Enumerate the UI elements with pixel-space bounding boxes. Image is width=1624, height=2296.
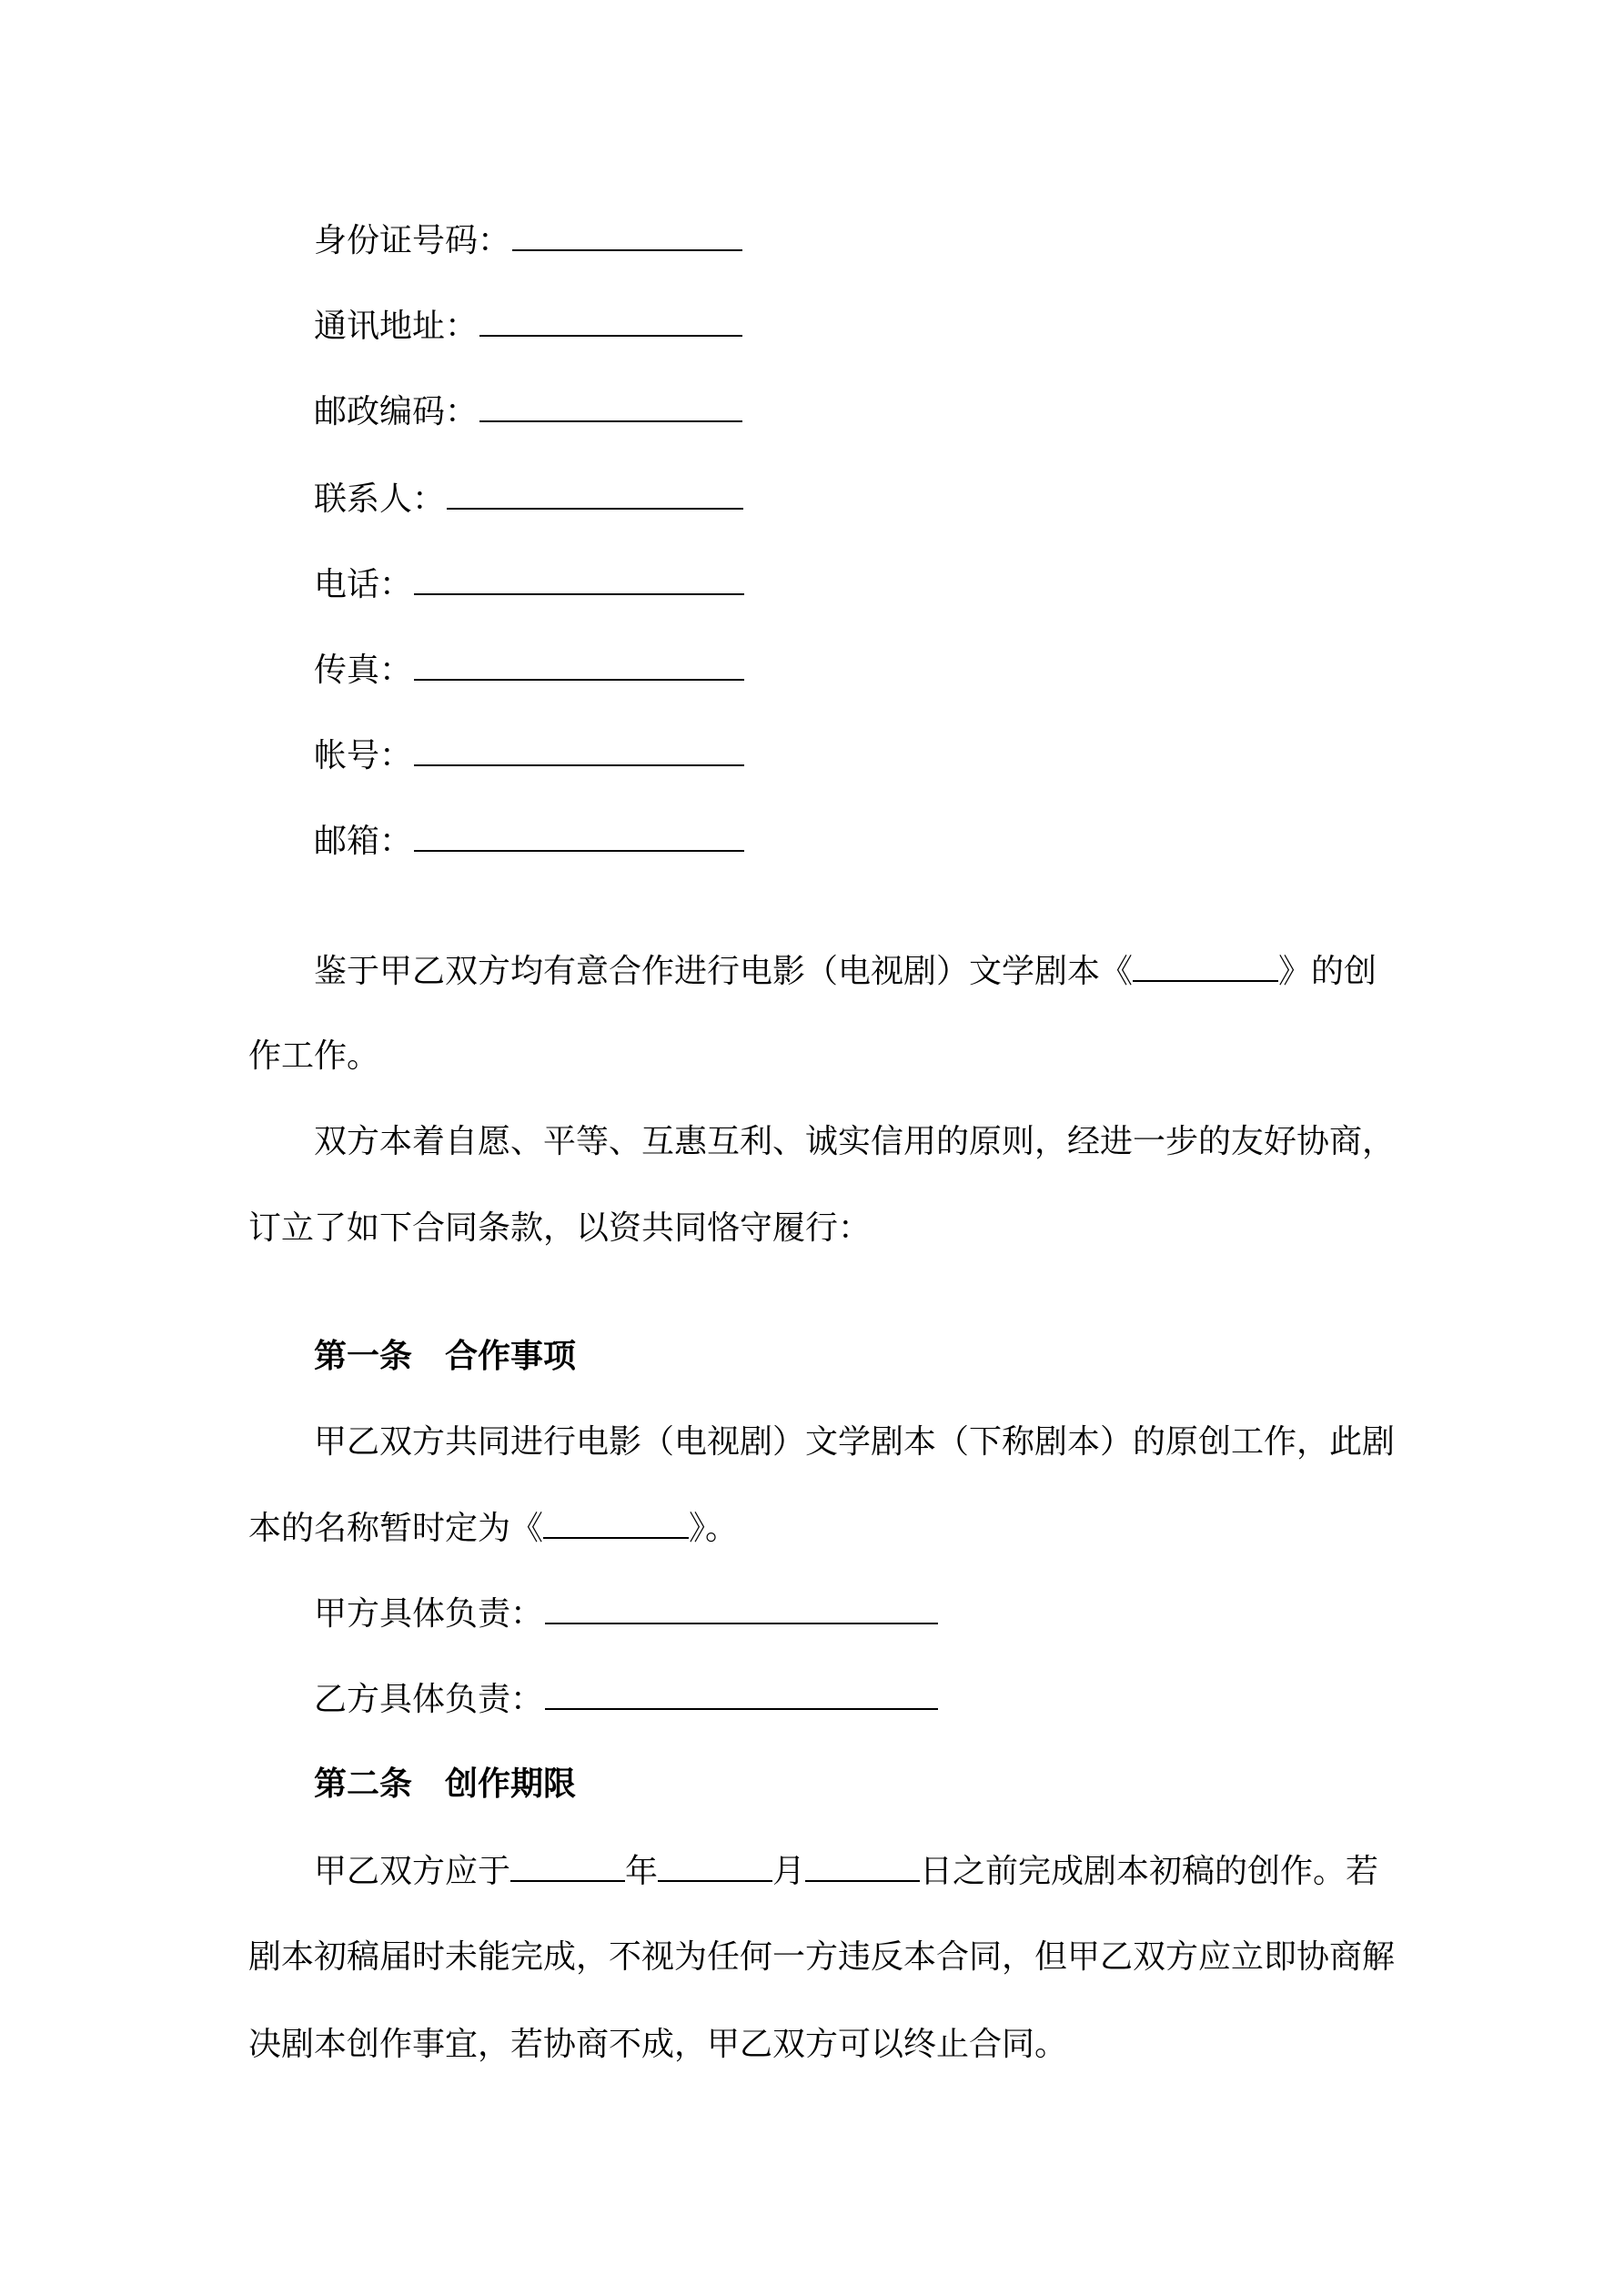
address-blank[interactable] [479,304,742,337]
field-email: 邮箱： [314,819,746,861]
article-line: 剧本初稿届时未能完成，不视为任何一方违反本合同，但甲乙双方应立即协商解 [248,1937,1396,1975]
fax-blank[interactable] [414,648,744,681]
field-postcode: 邮政编码： [314,389,744,431]
id-number-blank[interactable] [512,218,742,251]
article-heading: 第二条 创作期限 [314,1765,577,1802]
article-heading: 第一条 合作事项 [314,1337,577,1374]
field-phone: 电话： [314,562,746,604]
field-id-number: 身份证号码： [314,218,744,260]
article-line: 本的名称暂时定为《 》。 [248,1506,738,1548]
article-line: 甲乙双方应于 年 月 日之前完成剧本初稿的创作。若 [314,1849,1378,1891]
field-fax: 传真： [314,648,746,690]
preamble-line: 订立了如下合同条款，以资共同恪守履行： [248,1209,872,1246]
month-blank[interactable] [658,1849,772,1882]
email-blank[interactable] [414,819,744,852]
day-blank[interactable] [805,1849,920,1882]
article-line: 决剧本创作事宜，若协商不成，甲乙双方可以终止合同。 [248,2025,1068,2062]
party-b-duty-blank[interactable] [545,1677,938,1710]
preamble-line: 双方本着自愿、平等、互惠互利、诚实信用的原则，经进一步的友好协商， [314,1122,1396,1159]
party-a-duty: 甲方具体负责： [314,1592,940,1633]
party-a-duty-blank[interactable] [545,1592,938,1624]
contact-blank[interactable] [447,477,743,510]
party-b-duty: 乙方具体负责： [314,1677,940,1719]
field-address: 通讯地址： [314,304,744,346]
field-account: 帐号： [314,733,746,775]
preamble-line: 作工作。 [248,1037,380,1074]
field-contact: 联系人： [314,477,745,519]
article-line: 甲乙双方共同进行电影（电视剧）文学剧本（下称剧本）的原创工作，此剧 [314,1422,1396,1460]
script-name-blank[interactable] [543,1506,689,1539]
phone-blank[interactable] [414,562,744,595]
account-blank[interactable] [414,733,744,766]
year-blank[interactable] [510,1849,625,1882]
preamble-line: 鉴于甲乙双方均有意合作进行电影（电视剧）文学剧本《 》的创 [314,949,1377,991]
script-title-blank[interactable] [1133,949,1278,982]
postcode-blank[interactable] [479,389,742,422]
